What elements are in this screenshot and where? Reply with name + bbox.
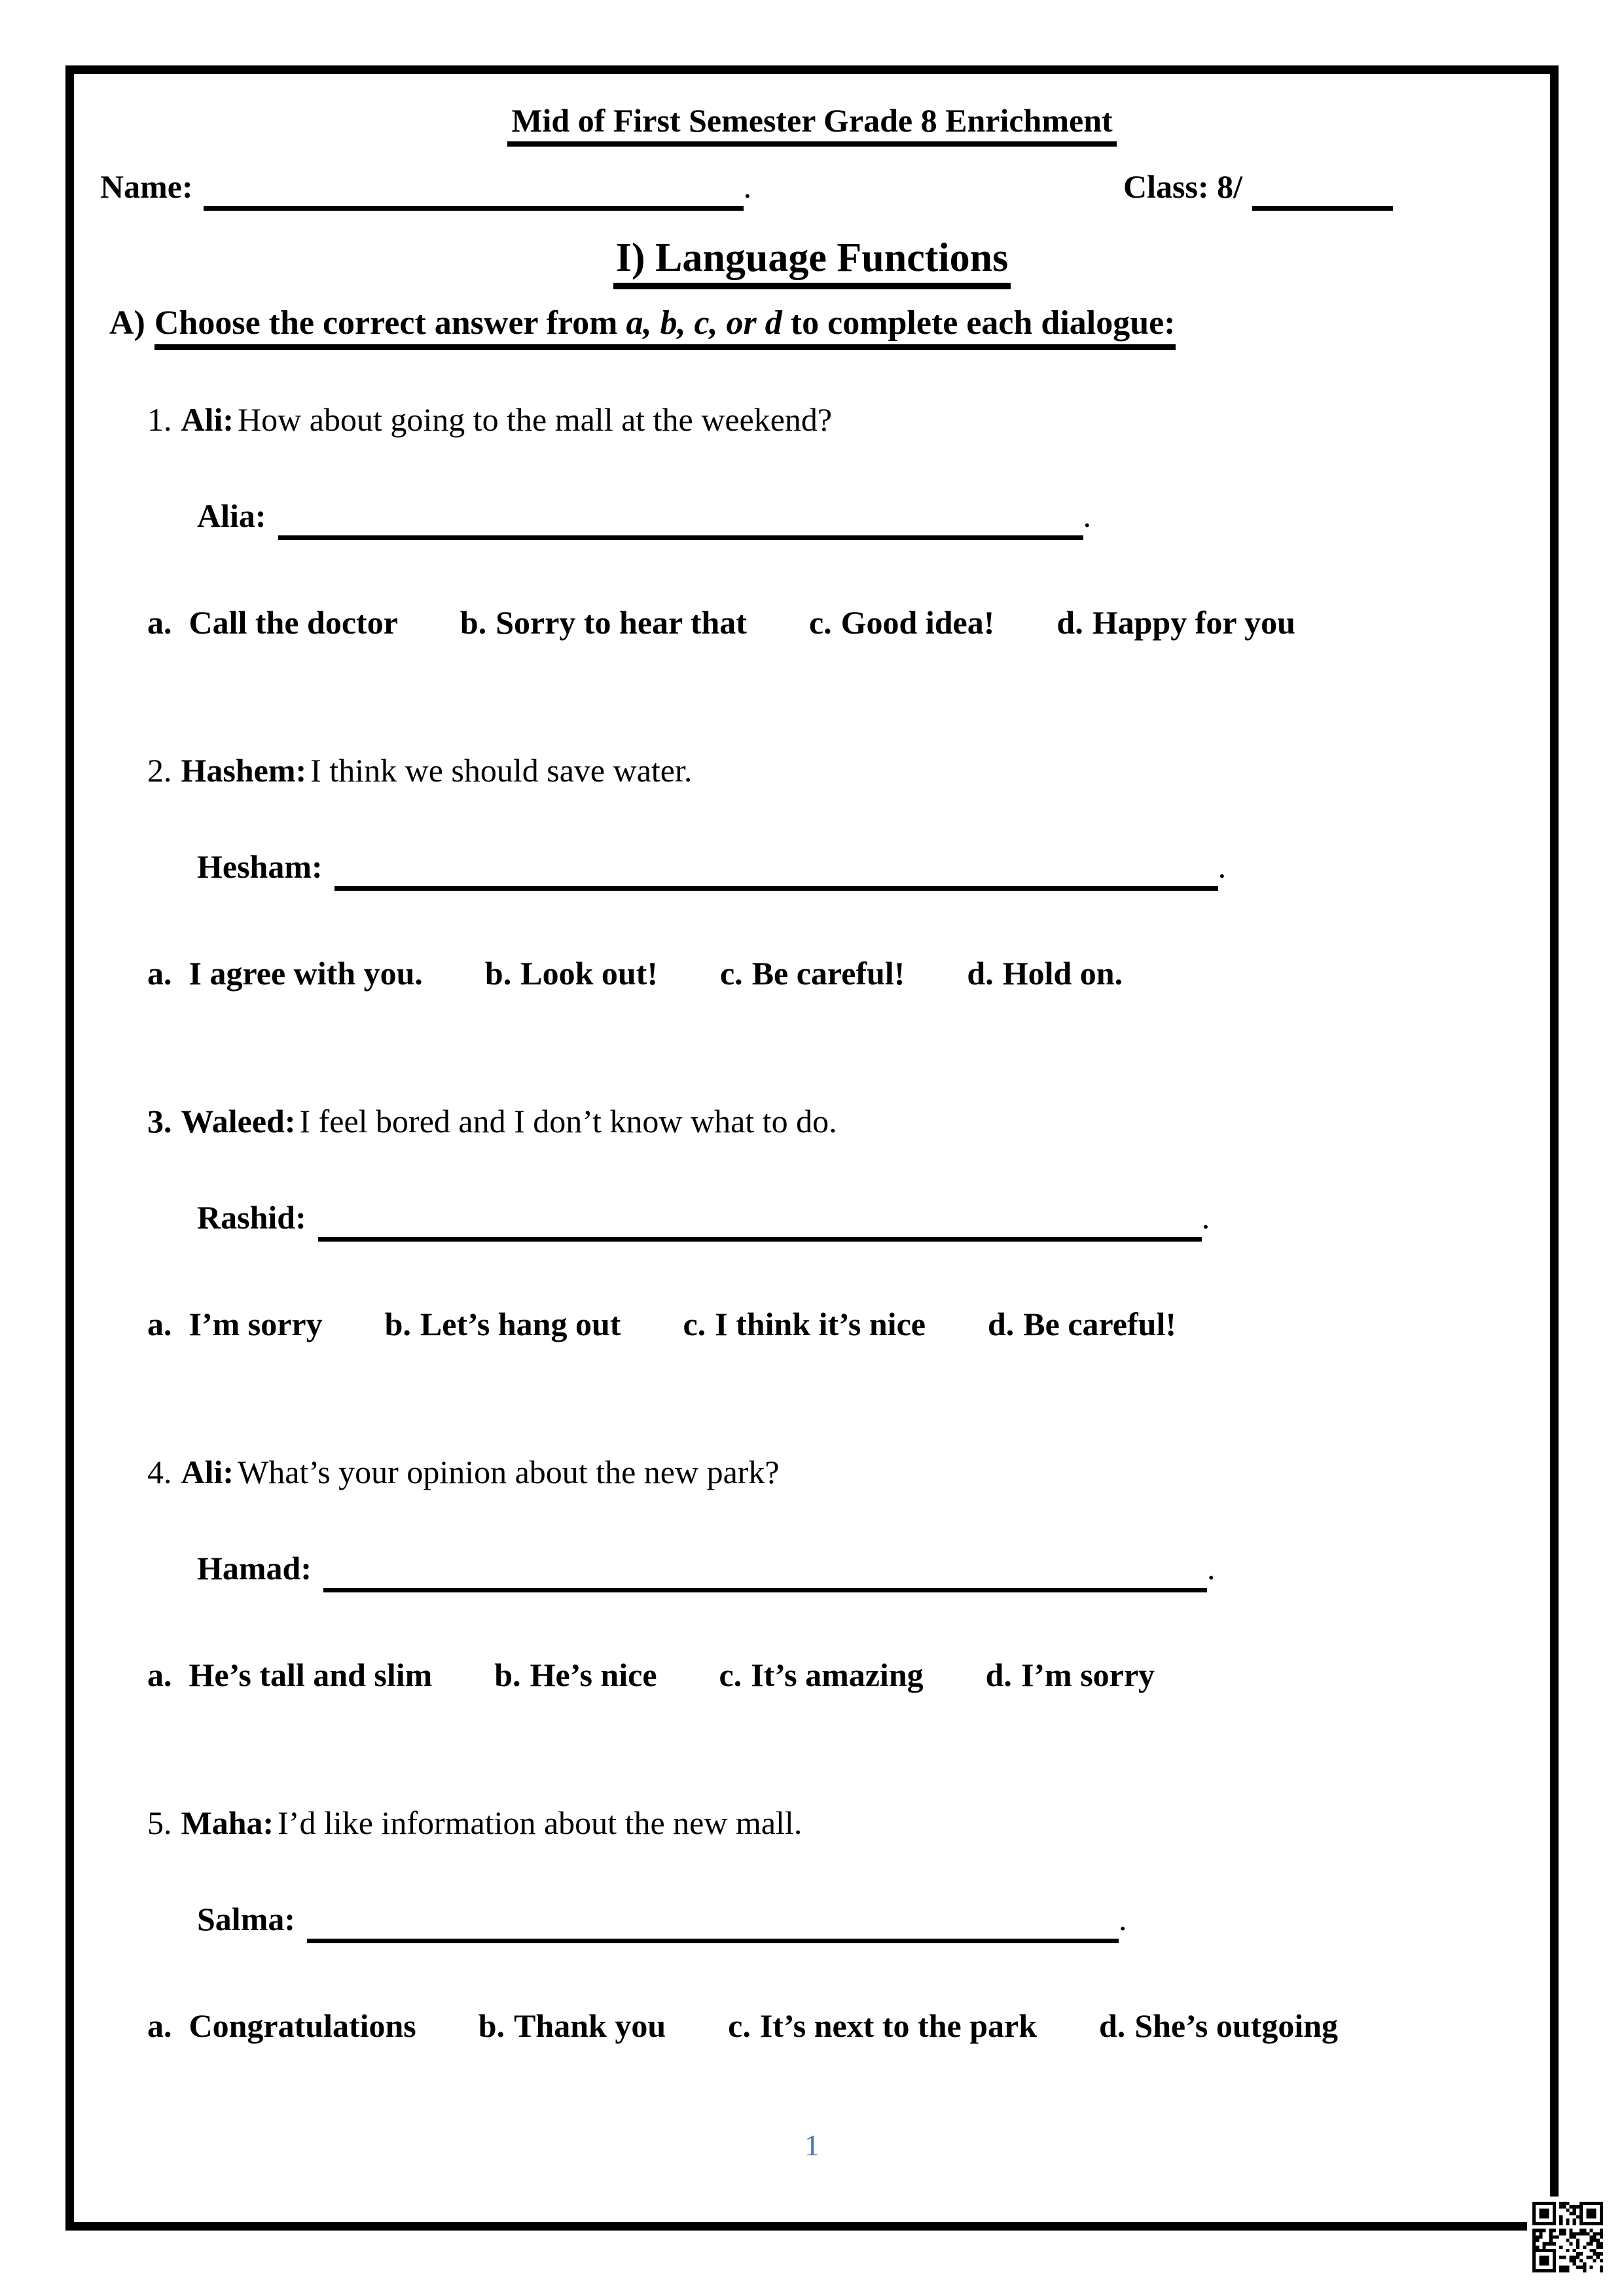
- question-block: [100, 750, 1524, 994]
- question-block: [100, 399, 1524, 643]
- option-c[interactable]: [728, 2005, 1037, 2046]
- answer-blank[interactable]: [334, 886, 1218, 891]
- answer-line: [197, 1197, 1524, 1242]
- answer-blank[interactable]: [307, 1939, 1119, 1943]
- option-letter: c.: [719, 1657, 742, 1693]
- option-letter: c.: [719, 955, 743, 992]
- option-letter: c.: [683, 1306, 706, 1342]
- question-prompt: What’s your opinion about the new park?: [238, 1454, 780, 1490]
- instruction-italic-choices: a, b, c, or d: [626, 304, 782, 342]
- option-text: Be careful!: [1023, 1306, 1176, 1342]
- question-block: [100, 1101, 1524, 1344]
- answer-speaker: Rashid:: [197, 1199, 306, 1236]
- option-text: He’s nice: [530, 1657, 657, 1693]
- instruction-line: [109, 302, 1524, 344]
- question-speaker: Maha:: [181, 1804, 274, 1841]
- option-text: Look out!: [520, 955, 658, 992]
- question-speaker: Ali:: [181, 401, 234, 438]
- question-number: 1.: [147, 401, 172, 438]
- qr-code-image: [1532, 2202, 1603, 2272]
- instruction-prefix: A): [109, 304, 145, 342]
- option-letter: a.: [147, 955, 172, 992]
- answer-period: .: [1218, 848, 1227, 885]
- option-c[interactable]: [719, 1655, 924, 1695]
- option-letter: d.: [1056, 604, 1083, 641]
- page-border: [65, 65, 1559, 2231]
- question-number: 3.: [147, 1103, 172, 1139]
- answer-period: .: [1119, 1901, 1127, 1937]
- option-text: Sorry to hear that: [496, 604, 747, 641]
- instruction-text-after: to complete each dialogue:: [782, 304, 1176, 342]
- option-b[interactable]: [494, 1655, 657, 1695]
- question-speaker: Ali:: [181, 1454, 234, 1490]
- option-b[interactable]: [460, 602, 747, 643]
- option-text: Call the doctor: [189, 604, 398, 641]
- question-block: [100, 1452, 1524, 1695]
- option-a[interactable]: [147, 1304, 323, 1344]
- option-text: I agree with you.: [189, 955, 423, 992]
- question-prompt-line: [147, 399, 1524, 440]
- option-a[interactable]: [147, 1655, 432, 1695]
- option-text: Hold on.: [1002, 955, 1123, 992]
- question-speaker: Hashem:: [181, 752, 307, 789]
- answer-period: .: [1083, 497, 1092, 534]
- answer-blank[interactable]: [278, 535, 1083, 540]
- answer-speaker: Salma:: [197, 1901, 295, 1937]
- option-text: Congratulations: [189, 2007, 416, 2044]
- name-period: .: [743, 168, 752, 205]
- option-letter: d.: [985, 1657, 1012, 1693]
- qr-code: [1527, 2197, 1608, 2278]
- answer-line: [197, 495, 1524, 540]
- options-row: [147, 1304, 1524, 1344]
- options-row: [147, 953, 1524, 994]
- option-d[interactable]: [1099, 2005, 1338, 2046]
- option-text: Be careful!: [751, 955, 905, 992]
- options-row: [147, 602, 1524, 643]
- question-prompt-line: [147, 1803, 1524, 1843]
- option-d[interactable]: [986, 1655, 1155, 1695]
- option-letter: b.: [384, 1306, 411, 1342]
- answer-speaker: Hesham:: [197, 848, 323, 885]
- option-text: Thank you: [514, 2007, 666, 2044]
- answer-period: .: [1207, 1550, 1216, 1587]
- option-letter: c.: [728, 2007, 751, 2044]
- option-letter: c.: [808, 604, 832, 641]
- option-text: It’s next to the park: [759, 2007, 1037, 2044]
- options-row: [147, 2005, 1524, 2046]
- option-c[interactable]: [683, 1304, 926, 1344]
- question-number: 5.: [147, 1804, 172, 1841]
- question-prompt-line: [147, 1452, 1524, 1492]
- option-letter: a.: [147, 1306, 172, 1342]
- option-d[interactable]: [988, 1304, 1176, 1344]
- option-b[interactable]: [385, 1304, 621, 1344]
- section-title: I) Language Functions: [613, 234, 1011, 289]
- option-letter: a.: [147, 2007, 172, 2044]
- question-prompt-line: [147, 1101, 1524, 1141]
- answer-blank[interactable]: [323, 1588, 1207, 1592]
- answer-line: [197, 846, 1524, 891]
- question-speaker: Waleed:: [181, 1103, 296, 1139]
- class-blank[interactable]: [1252, 206, 1393, 211]
- options-row: [147, 1655, 1524, 1695]
- option-text: I’m sorry: [189, 1306, 323, 1342]
- page-title: Mid of First Semester Grade 8 Enrichment: [507, 101, 1116, 147]
- option-b[interactable]: [478, 2005, 666, 2046]
- option-c[interactable]: [720, 953, 905, 994]
- option-d[interactable]: [967, 953, 1123, 994]
- question-list: [100, 399, 1524, 2046]
- question-prompt: How about going to the mall at the weekend?: [238, 401, 833, 438]
- option-a[interactable]: [147, 2005, 416, 2046]
- option-letter: b.: [494, 1657, 521, 1693]
- option-letter: a.: [147, 604, 172, 641]
- option-letter: d.: [1099, 2007, 1126, 2044]
- question-prompt: I feel bored and I don’t know what to do.: [299, 1103, 837, 1139]
- answer-line: [197, 1899, 1524, 1943]
- option-a[interactable]: [147, 953, 423, 994]
- option-letter: d.: [967, 955, 994, 992]
- option-letter: d.: [987, 1306, 1015, 1342]
- option-text: He’s tall and slim: [189, 1657, 433, 1693]
- question-number: 2.: [147, 752, 172, 789]
- option-d[interactable]: [1056, 602, 1295, 643]
- option-a[interactable]: [147, 602, 398, 643]
- option-letter: b.: [484, 955, 512, 992]
- option-letter: a.: [147, 1657, 172, 1693]
- option-c[interactable]: [809, 602, 994, 643]
- answer-line: [197, 1548, 1524, 1592]
- option-b[interactable]: [485, 953, 658, 994]
- name-blank[interactable]: [204, 206, 744, 211]
- instruction-text: [154, 304, 1176, 350]
- question-block: [100, 1803, 1524, 2046]
- option-text: Happy for you: [1092, 604, 1295, 641]
- question-prompt-line: [147, 750, 1524, 791]
- question-prompt: I think we should save water.: [310, 752, 693, 789]
- page-number: 1: [804, 2128, 820, 2162]
- option-text: She’s outgoing: [1134, 2007, 1339, 2044]
- question-prompt: I’d like information about the new mall.: [278, 1804, 803, 1841]
- option-text: Let’s hang out: [420, 1306, 621, 1342]
- answer-period: .: [1201, 1199, 1210, 1236]
- name-class-row: [100, 166, 1524, 211]
- option-text: Good idea!: [840, 604, 995, 641]
- answer-speaker: Hamad:: [197, 1550, 312, 1587]
- option-text: I think it’s nice: [715, 1306, 926, 1342]
- question-number: 4.: [147, 1454, 172, 1490]
- option-text: I’m sorry: [1020, 1657, 1155, 1693]
- instruction-text-before: Choose the correct answer from: [154, 304, 626, 342]
- class-label: Class: 8/: [1123, 168, 1242, 205]
- option-letter: b.: [478, 2007, 505, 2044]
- answer-blank[interactable]: [318, 1237, 1202, 1242]
- option-text: It’s amazing: [751, 1657, 924, 1693]
- name-label: Name:: [100, 168, 193, 205]
- answer-speaker: Alia:: [197, 497, 266, 534]
- option-letter: b.: [460, 604, 487, 641]
